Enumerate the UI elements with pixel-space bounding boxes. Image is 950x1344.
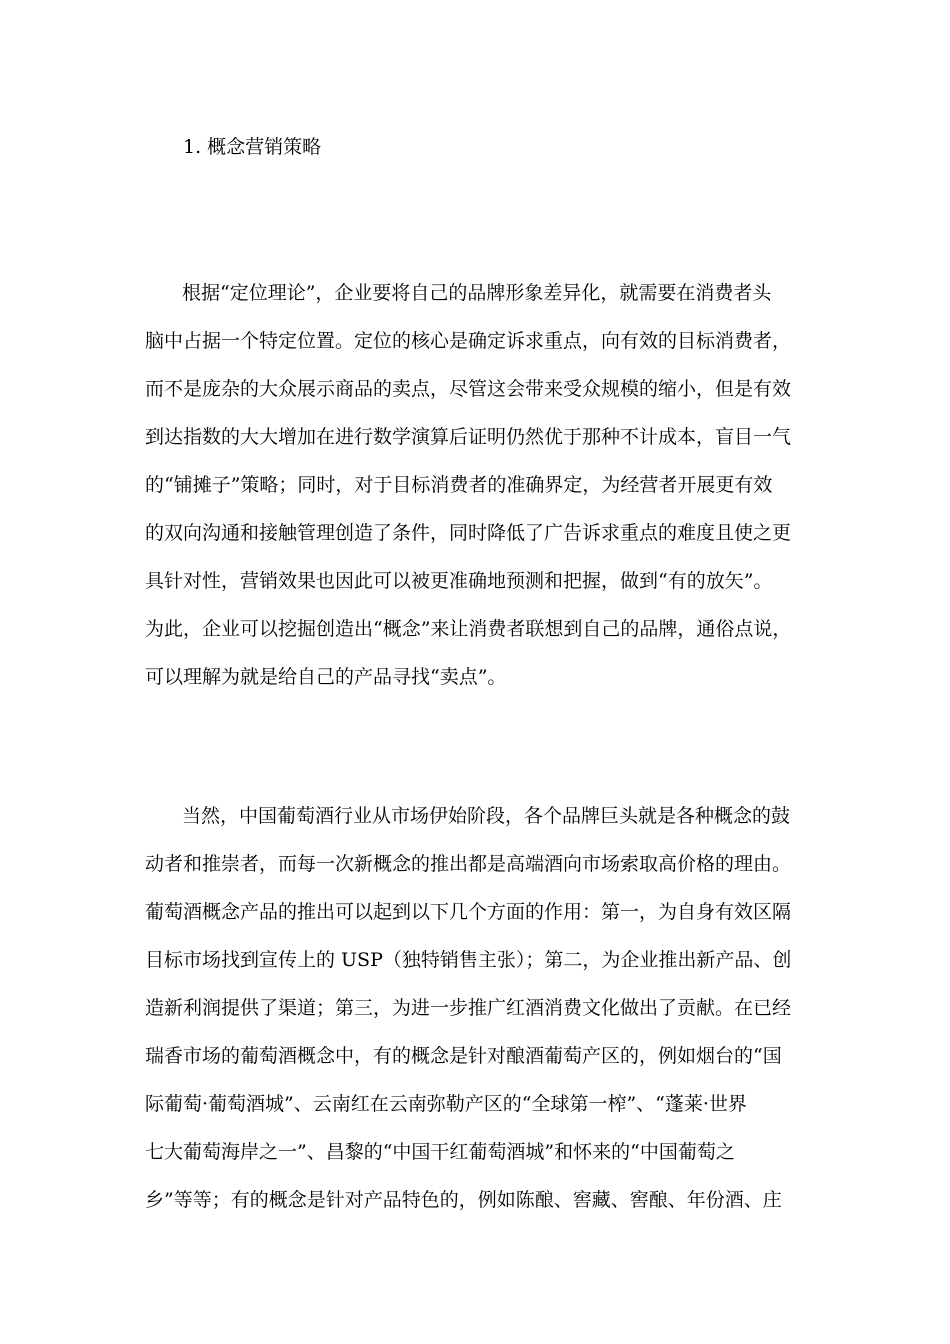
text-line: 际葡萄·葡萄酒城”、云南红在云南弥勒产区的“全球第一榨”、“蓬莱·世界 — [145, 1093, 747, 1115]
text-line: 的双向沟通和接触管理创造了条件，同时降低了广告诉求重点的难度且使之更 — [145, 522, 792, 544]
text-line: 可以理解为就是给自己的产品寻找“卖点”。 — [145, 666, 507, 688]
text-line: 到达指数的大大增加在进行数学演算后证明仍然优于那种不计成本，盲目一气 — [145, 426, 792, 448]
text-line: 根据“定位理论”，企业要将自己的品牌形象差异化，就需要在消费者头 — [182, 282, 772, 304]
text-line: 当然，中国葡萄酒行业从市场伊始阶段，各个品牌巨头就是各种概念的鼓 — [182, 805, 791, 827]
section-heading: 1. 概念营销策略 — [183, 136, 322, 158]
text-line: 为此，企业可以挖掘创造出“概念”来让消费者联想到自己的品牌，通俗点说， — [145, 618, 792, 640]
text-line: 葡萄酒概念产品的推出可以起到以下几个方面的作用：第一，为自身有效区隔 — [145, 901, 792, 923]
text-line: 动者和推崇者，而每一次新概念的推出都是高端酒向市场索取高价格的理由。 — [145, 853, 792, 875]
text-line: 的“铺摊子”策略；同时，对于目标消费者的准确界定，为经营者开展更有效 — [145, 474, 773, 496]
text-line: 而不是庞杂的大众展示商品的卖点，尽管这会带来受众规模的缩小，但是有效 — [145, 378, 792, 400]
text-line: 造新利润提供了渠道；第三，为进一步推广红酒消费文化做出了贡献。在已经 — [145, 997, 792, 1019]
text-line: 目标市场找到宣传上的 USP（独特销售主张）；第二，为企业推出新产品、创 — [145, 949, 792, 971]
text-line: 乡”等等；有的概念是针对产品特色的，例如陈酿、窖藏、窖酿、年份酒、庄 — [145, 1189, 782, 1211]
text-line: 具针对性，营销效果也因此可以被更准确地预测和把握，做到“有的放矢”。 — [145, 570, 773, 592]
text-line: 脑中占据一个特定位置。定位的核心是确定诉求重点，向有效的目标消费者， — [145, 330, 792, 352]
paragraph-positioning-theory — [145, 280, 810, 712]
text-line: 瑞香市场的葡萄酒概念中，有的概念是针对酿酒葡萄产区的，例如烟台的“国 — [145, 1045, 782, 1067]
text-line: 七大葡萄海岸之一”、昌黎的“中国干红葡萄酒城”和怀来的“中国葡萄之 — [145, 1141, 735, 1163]
paragraph-wine-concepts — [145, 803, 810, 1235]
